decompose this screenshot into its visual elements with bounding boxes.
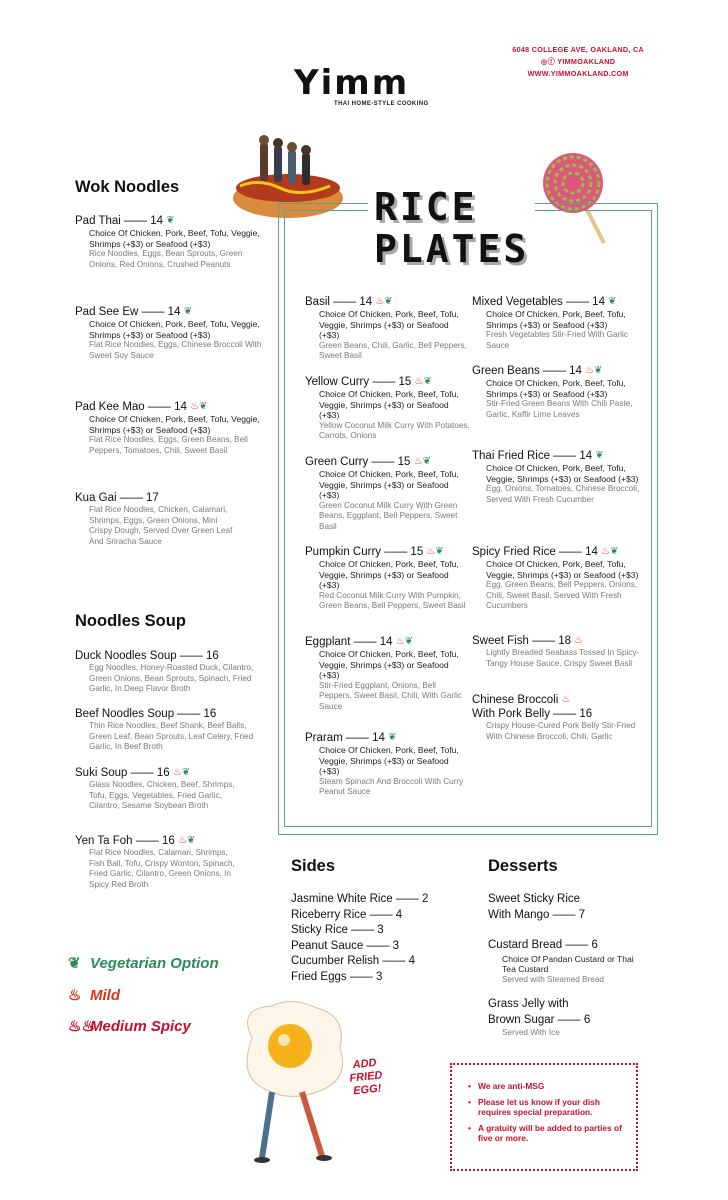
menu-item	[472, 449, 647, 505]
dessert-name: Custard Bread —— 6	[488, 939, 598, 951]
item-name: Suki Soup —— 16	[75, 767, 170, 780]
legend-mild-label: Mild	[90, 987, 120, 1004]
vegetarian-icon: ❦	[384, 296, 393, 307]
chili-icon: ♨	[426, 546, 436, 557]
rice-title-line2: PLATES	[374, 227, 530, 271]
item-name: Yellow Curry —— 15	[305, 376, 412, 389]
item-name: Pumpkin Curry —— 15	[305, 546, 424, 559]
chili-icon: ♨	[172, 767, 182, 778]
item-description: Egg, Onions, Tomatoes, Chinese Broccoli, Served With Fresh Cucumber	[486, 484, 640, 504]
website-link[interactable]: WWW.YIMMOAKLAND.COM	[527, 69, 629, 78]
legend-mild	[68, 986, 120, 1004]
vegetarian-icon: ❦	[594, 365, 603, 376]
item-name: Chinese Broccoli	[472, 694, 559, 707]
chili-icon: ♨	[413, 456, 423, 467]
item-choice: Choice Of Chicken, Pork, Beef, Tofu, Veggie, Shrimps (+$3) or Seafood (+$3)	[89, 319, 260, 340]
desserts-title: Desserts	[488, 857, 558, 875]
menu-item	[305, 545, 470, 612]
contact-block	[512, 44, 644, 80]
item-description: Glass Noodles, Chicken, Beef, Shrimps, Tofu, Eggs, Vegetables, Fried Garlic, Cilantro, Sesame Soybean Broth	[89, 780, 235, 811]
item-name: Green Curry —— 15	[305, 456, 411, 469]
item-description: Flat Rice Noodles, Calamari, Shrimps, Fish Ball, Tofu, Crispy Wonton, Spinach, Fried Garlic, Cilantro, Green Onions, In Spicy Red Broth	[89, 848, 235, 889]
menu-item	[305, 455, 470, 533]
menu-item	[75, 305, 265, 361]
vegetarian-icon: ❦	[186, 835, 196, 846]
menu-item	[305, 295, 470, 362]
item-choice: Choice Of Chicken, Pork, Beef, Tofu, Shrimps (+$3) or Seafood (+$3)	[486, 309, 626, 330]
item-choice: Choice Of Chicken, Pork, Beef, Tofu, Veggie, Shrimps (+$3) or Seafood (+$3)	[319, 469, 459, 501]
item-name: Green Beans —— 14	[472, 365, 582, 378]
vegetarian-icon: ❦	[404, 636, 414, 647]
item-name: Pad Kee Mao —— 14	[75, 401, 187, 414]
item-choice: Choice Of Chicken, Pork, Beef, Tofu, Veggie, Shrimps (+$3) or Seafood (+$3)	[89, 414, 260, 435]
vegetarian-icon: ❦	[435, 546, 444, 557]
item-description: Red Coconut Milk Curry With Pumpkin, Green Beans, Bell Peppers, Sweet Basil	[319, 590, 466, 611]
item-description: Green Coconut Milk Curry With Green Beans, Eggplant, Bell Peppers, Sweet Basil	[319, 500, 458, 531]
dessert-item	[488, 997, 658, 1039]
item-description: Stir-Fried Green Beans With Chili Paste, Garlic, Kaffir Lime Leaves	[486, 399, 633, 419]
legend-vegetarian	[68, 954, 219, 972]
chili-icon: ♨	[585, 365, 595, 376]
item-choice: Choice Of Chicken, Pork, Beef, Tofu, Veggie, Shrimps (+$3) or Seafood (+$3)	[319, 649, 459, 681]
menu-item	[75, 766, 235, 812]
item-description: Crispy House-Cured Pork Belly Stir-Fried With Chinese Broccoli, Chili, Garlic	[486, 721, 636, 741]
item-description: Thin Rice Noodles, Beef Shank, Beef Balls, Green Leaf, Bean Sprouts, Leaf Celery, Fried Garlic, In Beef Broth	[89, 721, 254, 752]
item-description: Yellow Coconut Milk Curry With Potatoes, Carrots, Onions	[319, 420, 470, 441]
item-name: Thai Fried Rice —— 14	[472, 450, 593, 463]
menu-item	[472, 693, 647, 742]
menu-item	[75, 649, 275, 695]
instagram-facebook-icon: ◎ⓕ	[541, 57, 556, 66]
vegetarian-icon: ❦	[388, 732, 397, 743]
chili-icon: ♨	[68, 987, 82, 1004]
item-name: Praram —— 14	[305, 732, 385, 745]
chili-icon: ♨	[190, 401, 200, 412]
wok-noodles-title: Wok Noodles	[75, 178, 180, 196]
dessert-name: Sweet Sticky Rice	[488, 893, 581, 905]
item-choice: Choice Of Chicken, Pork, Beef, Tofu, Shrimps (+$3) or Seafood (+$3)	[486, 378, 626, 399]
side-item: Sticky Rice —— 3	[291, 924, 384, 936]
side-item: Jasmine White Rice —— 2	[291, 893, 429, 905]
dessert-choice: Choice Of Pandan Custard or Thai Tea Custard	[502, 953, 634, 975]
item-description: Fresh Vegetables Stir-Fried With Garlic Sauce	[486, 330, 628, 350]
brand-tagline: THAI HOME-STYLE COOKING	[334, 101, 429, 107]
item-choice: Choice Of Chicken, Pork, Beef, Tofu, Veggie, Shrimps (+$3) or Seafood (+$3)	[319, 745, 459, 777]
menu-item	[305, 635, 470, 713]
item-name: Pad See Ew —— 14	[75, 306, 181, 319]
social-text: YIMMOAKLAND	[557, 57, 616, 66]
vegetarian-icon: ❦	[608, 296, 617, 307]
menu-item	[305, 375, 470, 442]
dessert-item	[488, 938, 638, 985]
item-choice: Choice Of Chicken, Pork, Beef, Tofu, Veggie, Shrimps (+$3) or Seafood (+$3)	[89, 228, 260, 249]
note-anti-msg: • We are anti-MSG	[478, 1081, 624, 1092]
chili-icon: ♨	[574, 635, 584, 646]
menu-item	[75, 491, 235, 547]
vegetarian-icon: ❦	[199, 401, 208, 412]
double-chili-icon: ♨♨	[68, 1018, 95, 1035]
legend-vegetarian-label: Vegetarian Option	[90, 955, 219, 972]
dessert-name: Grass Jelly with	[488, 998, 569, 1010]
notes-box	[450, 1063, 638, 1171]
menu-item	[75, 400, 265, 456]
noodles-soup-title: Noodles Soup	[75, 612, 186, 630]
legend-medium-label: Medium Spicy	[90, 1018, 191, 1035]
chili-icon: ♨	[375, 296, 385, 307]
item-name: Basil —— 14	[305, 296, 373, 309]
item-name: Pad Thai —— 14	[75, 215, 164, 228]
address-text: 6048 COLLEGE AVE, OAKLAND, CA	[512, 45, 644, 54]
side-item: Peanut Sauce —— 3	[291, 939, 400, 952]
chili-icon: ♨	[414, 376, 424, 387]
item-name: Eggplant —— 14	[305, 636, 393, 649]
brand-logo: Yimm	[294, 63, 410, 103]
item-description: Flat Rice Noodles, Chicken, Calamari, Shrimps, Eggs, Green Onions, Mini Crispy Dough, Served Over Green Leaf And Sriracha Sauce	[89, 505, 233, 546]
vegetarian-icon: ❦	[422, 456, 432, 467]
menu-item	[472, 364, 647, 420]
item-description: Lightly Breaded Seabass Tossed In Spicy-Tangy House Sauce, Crispy Sweet Basil	[486, 648, 640, 668]
dessert-description: Served With Ice	[502, 1028, 560, 1037]
item-choice: Choice Of Chicken, Pork, Beef, Tofu, Veggie, Shrimps (+$3) or Seafood (+$3)	[319, 309, 459, 341]
menu-item	[75, 707, 270, 753]
item-choice: Choice Of Chicken, Pork, Beef, Tofu, Veggie, Shrimps (+$3) or Seafood (+$3)	[319, 389, 459, 421]
item-name: Duck Noodles Soup —— 16	[75, 650, 219, 662]
vegetarian-icon: ❦	[68, 955, 81, 972]
item-choice: Choice Of Chicken, Pork, Beef, Tofu, Veggie, Shrimps (+$3) or Seafood (+$3)	[319, 559, 459, 591]
vegetarian-icon: ❦	[166, 215, 175, 226]
side-item: Riceberry Rice —— 4	[291, 908, 403, 921]
social-handle	[512, 56, 644, 68]
dessert-item	[488, 892, 658, 923]
item-name: Kua Gai —— 17	[75, 492, 159, 504]
vegetarian-icon: ❦	[181, 767, 191, 778]
dessert-description: Served with Steamed Bread	[502, 974, 604, 984]
chili-icon: ♨	[177, 835, 187, 846]
item-description: Flat Rice Noodles, Eggs, Chinese Broccoli With Sweet Soy Sauce	[89, 340, 262, 360]
vegetarian-icon: ❦	[610, 546, 619, 557]
dessert-name-line2: Brown Sugar —— 6	[488, 1013, 591, 1026]
vegetarian-icon: ❦	[183, 306, 193, 317]
item-name: Spicy Fried Rice —— 14	[472, 546, 598, 559]
item-choice: Choice Of Chicken, Pork, Beef, Tofu, Veggie, Shrimps (+$3) or Seafood (+$3)	[486, 463, 639, 484]
sides-title: Sides	[291, 857, 336, 875]
chili-icon: ♨	[601, 546, 611, 557]
item-description: Steam Spinach And Broccoli With Curry Peanut Sauce	[319, 776, 464, 797]
menu-item	[472, 295, 647, 351]
menu-item	[305, 731, 470, 798]
chili-icon: ♨	[561, 694, 571, 705]
side-item: Cucumber Relish —— 4	[291, 955, 415, 967]
item-description: Egg Noodles, Honey-Roasted Duck, Cilantro, Green Onions, Bean Sprouts, Spinach, Fried Garlic, In Deep Flavor Broth	[89, 663, 254, 694]
menu-item	[75, 834, 245, 890]
menu-item	[472, 545, 647, 612]
menu-item	[472, 634, 647, 669]
fried-egg-illustration	[232, 998, 350, 1168]
chili-icon: ♨	[395, 636, 405, 647]
item-description: Rice Noodles, Eggs, Bean Sprouts, Green Onions, Red Onions, Crushed Peanuts	[89, 249, 243, 269]
dessert-name-line2: With Mango —— 7	[488, 908, 586, 921]
item-name-line2: With Pork Belly —— 16	[472, 708, 593, 721]
item-description: Egg, Green Beans, Bell Peppers, Onions, Chili, Sweet Basil, Served With Fresh Cucumbers	[486, 580, 638, 611]
legend-medium	[68, 1017, 191, 1035]
item-choice: Choice Of Chicken, Pork, Beef, Tofu, Veggie, Shrimps (+$3) or Seafood (+$3)	[486, 559, 639, 580]
side-item: Fried Eggs —— 3	[291, 970, 383, 983]
rice-plates-title	[368, 186, 535, 270]
vegetarian-icon: ❦	[423, 376, 432, 387]
menu-item	[75, 214, 265, 270]
vegetarian-icon: ❦	[595, 450, 604, 461]
item-name: Yen Ta Foh —— 16	[75, 835, 175, 848]
note-gratuity: • A gratuity will be added to parties of five or more.	[478, 1123, 624, 1144]
item-description: Green Beans, Chili, Garlic, Bell Peppers, Sweet Basil	[319, 340, 467, 361]
item-name: Beef Noodles Soup —— 16	[75, 708, 217, 720]
item-description: Stir-Fried Eggplant, Onions, Bell Peppers, Sweet Basil, Chili, With Garlic Sauce	[319, 680, 462, 711]
item-description: Flat Rice Noodles, Eggs, Green Beans, Bell Peppers, Tomatoes, Chili, Sweet Basil	[89, 435, 248, 455]
sides-list	[291, 892, 428, 985]
item-name: Sweet Fish —— 18	[472, 635, 572, 648]
add-fried-egg-callout: ADD FRIED EGG!	[348, 1056, 383, 1098]
rice-title-line1: RICE	[374, 185, 478, 229]
note-special-preparation: • Please let us know if your dish requires special preparation.	[478, 1097, 624, 1118]
item-name: Mixed Vegetables —— 14	[472, 296, 605, 309]
